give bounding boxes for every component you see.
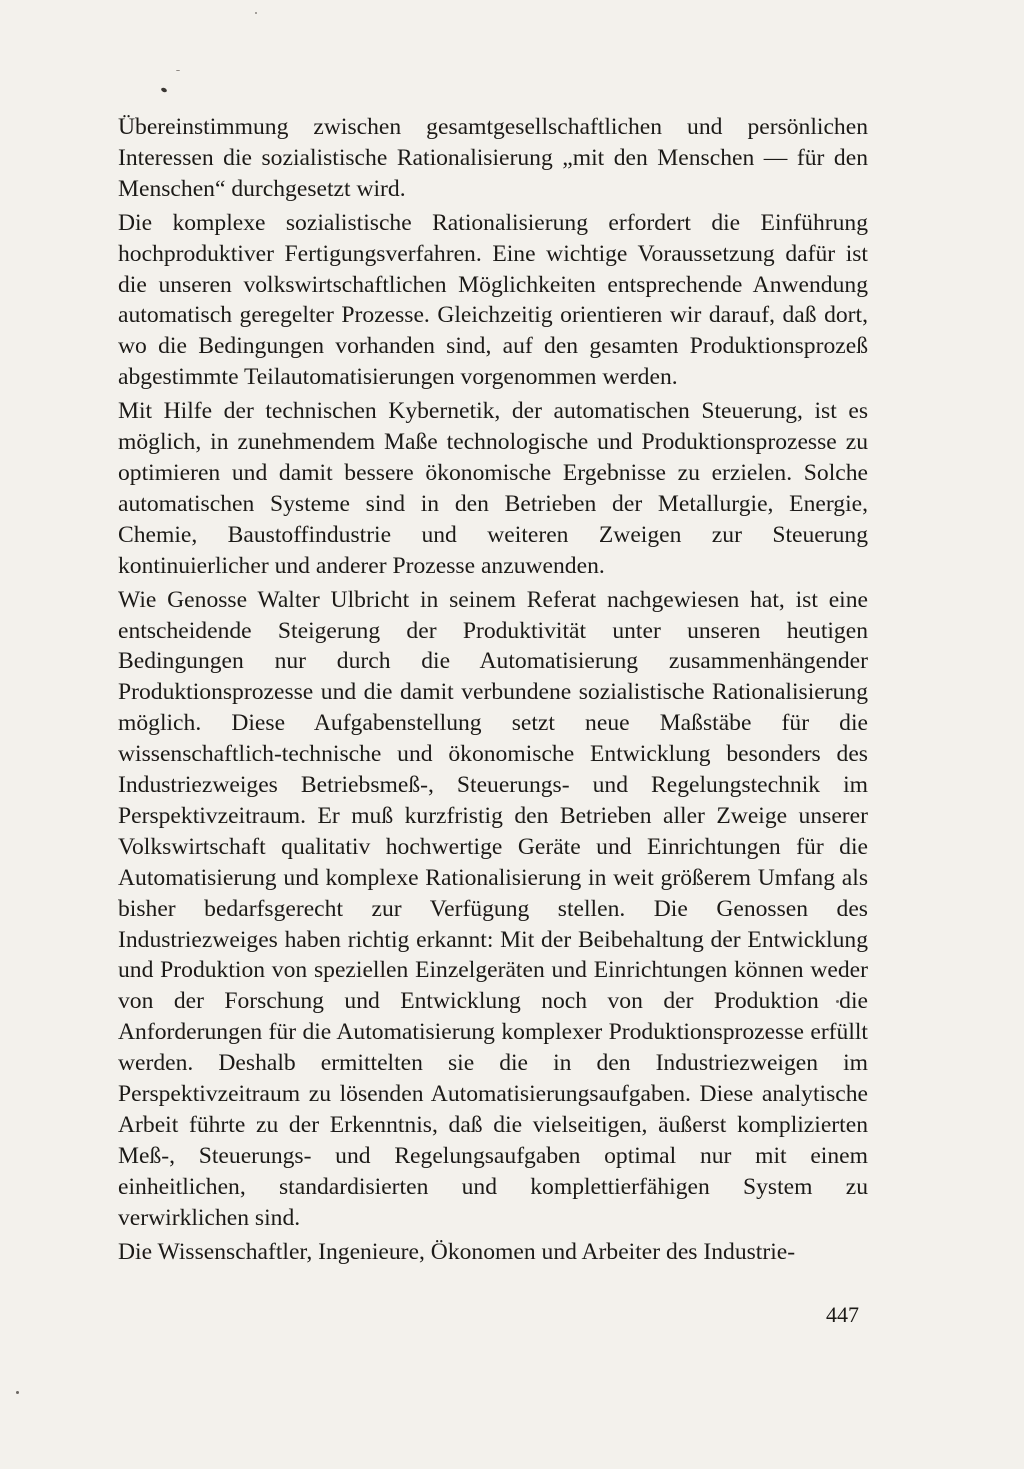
- paragraph-1: Übereinstimmung zwischen gesamtgesellschaftlichen und persönlichen Interessen die sozialistische Rationalisierung „mit den Menschen — für den Menschen“ durchgesetzt wird.: [118, 114, 868, 202]
- paragraph-4: Wie Genosse Walter Ulbricht in seinem Referat nachgewiesen hat, ist eine entscheidende Steigerung der Produktivität unter unseren heutigen Bedingungen nur durch die Automatisierung zusammenhängender Produktionsprozesse und die damit verbundene sozialistische Rationalisierung möglich. Diese Aufgabenstellung setzt neue Maßstäbe für die wissenschaftlich-technische und ökonomische Entwicklung besonders des Industriezweiges Betriebsmeß-, Steuerungs- und Regelungstechnik im Perspektivzeitraum. Er muß kurzfristig den Betrieben aller Zweige unserer Volkswirtschaft qualitativ hochwertige Geräte und Einrichtungen für die Automatisierung und komplexe Rationalisierung in weit größerem Umfang als bisher bedarfsgerecht zur Verfügung stellen. Die Genossen des Industriezweiges haben richtig erkannt: Mit der Beibehaltung der Entwicklung und Produktion von speziellen Einzelgeräten und Einrichtungen können weder von der Forschung und Entwicklung noch von der Produktion die Anforderungen für die Automatisierung komplexer Produktionsprozesse erfüllt werden. Deshalb ermittelten sie die in den Industriezweigen im Perspektivzeitraum zu lösenden Automatisierungsaufgaben. Diese analytische Arbeit führte zu der Erkenntnis, daß die vielseitigen, äußerst komplizierten Meß-, Steuerungs- und Regelungsaufgaben optimal nur mit einem einheitlichen, standardisierten und komplettierfähigen System zu verwirklichen sind.: [118, 586, 868, 1231]
- print-speck: [176, 70, 180, 71]
- body-text: [118, 112, 868, 1268]
- print-speck: [16, 1391, 19, 1394]
- page-number: 447: [826, 1302, 859, 1327]
- print-speck: [255, 12, 257, 14]
- paragraph-2: Die komplexe sozialistische Rationalisierung erfordert die Einführung hochproduktiver Fertigungsverfahren. Eine wichtige Voraussetzung dafür ist die unseren volkswirtschaftlichen Möglichkeiten entsprechende Anwendung automatisch geregelter Prozesse. Gleichzeitig orientieren wir darauf, daß dort, wo die Bedingungen vorhanden sind, auf den gesamten Produktionsprozeß abgestimmte Teilautomatisierungen vorgenommen werden.: [118, 209, 868, 391]
- paragraph-3: Mit Hilfe der technischen Kybernetik, der automatischen Steuerung, ist es möglich, in zunehmendem Maße technologische und Produktionsprozesse zu optimieren und damit bessere ökonomische Ergebnisse zu erzielen. Solche automatischen Systeme sind in den Betrieben der Metallurgie, Energie, Chemie, Baustoffindustrie und weiteren Zweigen zur Steuerung kontinuierlicher und anderer Prozesse anzuwenden.: [118, 398, 868, 579]
- paragraph-5: Die Wissenschaftler, Ingenieure, Ökonomen und Arbeiter des Industrie-: [118, 1238, 796, 1265]
- print-speck: [160, 87, 167, 93]
